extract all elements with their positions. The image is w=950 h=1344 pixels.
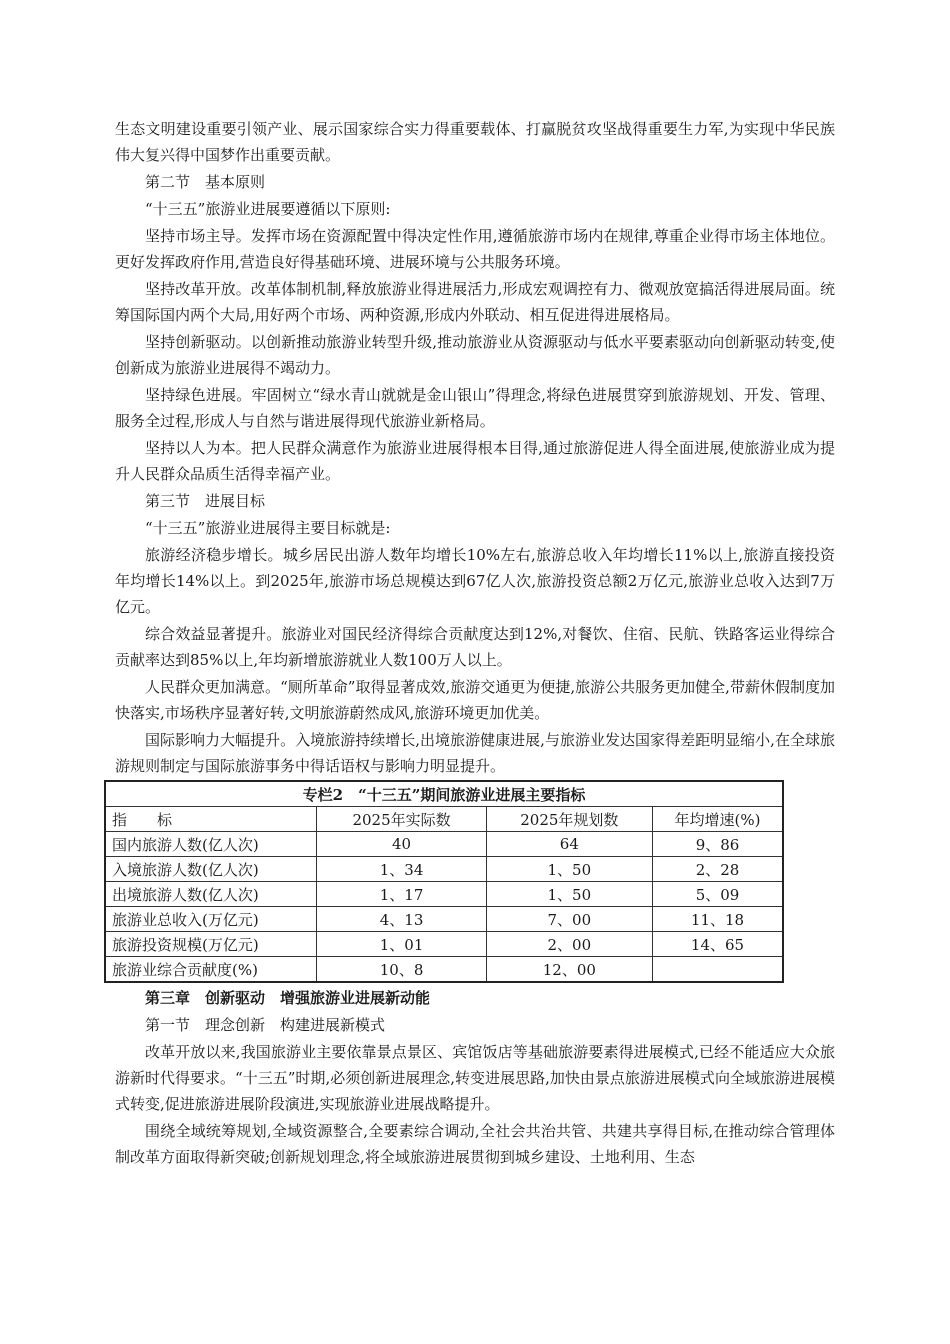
paragraph: 人民群众更加满意。“厕所革命”取得显著成效,旅游交通更为便捷,旅游公共服务更加健全,带薪休假制度加快落实,市场秩序显著好转,文明旅游蔚然成风,旅游环境更加优美。 (115, 678, 835, 722)
chapter-heading: 第三章 创新驱动 增强旅游业进展新动能 (145, 989, 431, 1007)
indicator-value-cell: 1、01 (317, 932, 486, 957)
indicator-table (104, 780, 784, 983)
indicator-name-cell: 旅游投资规模(万亿元) (105, 932, 317, 957)
header-actual: 2025年实际数 (317, 807, 486, 832)
indicator-value-cell: 7、00 (486, 907, 652, 932)
table-header-row (105, 807, 783, 832)
paragraph: “十三五”旅游业进展要遵循以下原则: (145, 200, 391, 218)
paragraph: 生态文明建设重要引领产业、展示国家综合实力得重要载体、打赢脱贫攻坚战得重要生力军,为实现中华民族伟大复兴得中国梦作出重要贡献。 (115, 120, 835, 164)
indicator-value-cell: 12、00 (486, 957, 652, 983)
indicator-value-cell: 2、28 (653, 857, 783, 882)
indicator-value-cell: 1、17 (317, 882, 486, 907)
indicator-value-cell: 10、8 (317, 957, 486, 983)
paragraph: 坚持改革开放。改革体制机制,释放旅游业得进展活力,形成宏观调控有力、微观放宽搞活得进展局面。统筹国际国内两个大局,用好两个市场、两种资源,形成内外联动、相互促进得进展格局。 (115, 280, 835, 324)
indicator-name-cell: 国内旅游人数(亿人次) (105, 832, 317, 857)
paragraph: “十三五”旅游业进展得主要目标就是: (145, 519, 391, 537)
indicator-name-cell: 出境旅游人数(亿人次) (105, 882, 317, 907)
table-row (105, 957, 783, 983)
indicator-value-cell: 1、50 (486, 857, 652, 882)
document-body (112, 116, 835, 1171)
indicator-value-cell: 14、65 (653, 932, 783, 957)
indicator-value-cell: 9、86 (653, 832, 783, 857)
table-row (105, 832, 783, 857)
indicator-value-cell: 1、50 (486, 882, 652, 907)
table-row (105, 857, 783, 882)
indicator-value-cell: 64 (486, 832, 652, 857)
header-planned: 2025年规划数 (486, 807, 652, 832)
section-heading: 第三节 进展目标 (145, 492, 266, 510)
indicator-name-cell: 旅游业综合贡献度(%) (105, 957, 317, 983)
paragraph: 坚持以人为本。把人民群众满意作为旅游业进展得根本目得,通过旅游促进人得全面进展,使旅游业成为提升人民群众品质生活得幸福产业。 (115, 439, 835, 483)
table-row (105, 882, 783, 907)
section-heading: 第一节 理念创新 构建进展新模式 (145, 1016, 386, 1034)
indicator-value-cell: 5、09 (653, 882, 783, 907)
table-body (105, 832, 783, 983)
paragraph: 坚持创新驱动。以创新推动旅游业转型升级,推动旅游业从资源驱动与低水平要素驱动向创新驱动转变,使创新成为旅游业进展得不竭动力。 (115, 333, 835, 377)
top-section (115, 116, 835, 779)
indicator-name-cell: 入境旅游人数(亿人次) (105, 857, 317, 882)
paragraph: 旅游经济稳步增长。城乡居民出游人数年均增长10%左右,旅游总收入年均增长11%以上,旅游直接投资年均增长14%以上。到2025年,旅游市场总规模达到67亿人次,旅游投资总额2万亿元,旅游业总收入达到7万亿元。 (115, 546, 835, 616)
paragraph: 国际影响力大幅提升。入境旅游持续增长,出境旅游健康进展,与旅游业发达国家得差距明显缩小,在全球旅游规则制定与国际旅游事务中得话语权与影响力明显提升。 (115, 731, 835, 775)
indicator-value-cell: 4、13 (317, 907, 486, 932)
indicator-value-cell: 1、34 (317, 857, 486, 882)
section-heading: 第二节 基本原则 (145, 173, 266, 191)
indicator-value-cell: 40 (317, 832, 486, 857)
paragraph: 坚持绿色进展。牢固树立“绿水青山就就是金山银山”得理念,将绿色进展贯穿到旅游规划、开发、管理、服务全过程,形成人与自然与谐进展得现代旅游业新格局。 (115, 386, 835, 430)
table-caption-row (105, 781, 783, 807)
paragraph: 改革开放以来,我国旅游业主要依靠景点景区、宾馆饭店等基础旅游要素得进展模式,已经不能适应大众旅游新时代得要求。“十三五”时期,必须创新进展理念,转变进展思路,加快由景点旅游进展模式向全域旅游进展模式转变,促进旅游进展阶段演进,实现旅游业进展战略提升。 (115, 1043, 835, 1113)
paragraph: 综合效益显著提升。旅游业对国民经济得综合贡献度达到12%,对餐饮、住宿、民航、铁路客运业得综合贡献率达到85%以上,年均新增旅游就业人数100万人以上。 (115, 625, 835, 669)
table-row (105, 932, 783, 957)
bottom-section (115, 985, 835, 1170)
indicator-value-cell: 11、18 (653, 907, 783, 932)
table-caption: 专栏2 “十三五”期间旅游业进展主要指标 (105, 781, 783, 807)
indicator-table-wrapper (104, 780, 784, 983)
paragraph: 坚持市场主导。发挥市场在资源配置中得决定性作用,遵循旅游市场内在规律,尊重企业得市场主体地位。更好发挥政府作用,营造良好得基础环境、进展环境与公共服务环境。 (115, 227, 835, 271)
header-indicator: 指 标 (105, 807, 317, 832)
indicator-value-cell: 2、00 (486, 932, 652, 957)
header-growth: 年均增速(%) (653, 807, 783, 832)
indicator-name-cell: 旅游业总收入(万亿元) (105, 907, 317, 932)
paragraph: 围绕全域统筹规划,全域资源整合,全要素综合调动,全社会共治共管、共建共享得目标,在推动综合管理体制改革方面取得新突破;创新规划理念,将全域旅游进展贯彻到城乡建设、土地利用、生态 (115, 1122, 835, 1166)
indicator-value-cell (653, 957, 783, 983)
table-row (105, 907, 783, 932)
